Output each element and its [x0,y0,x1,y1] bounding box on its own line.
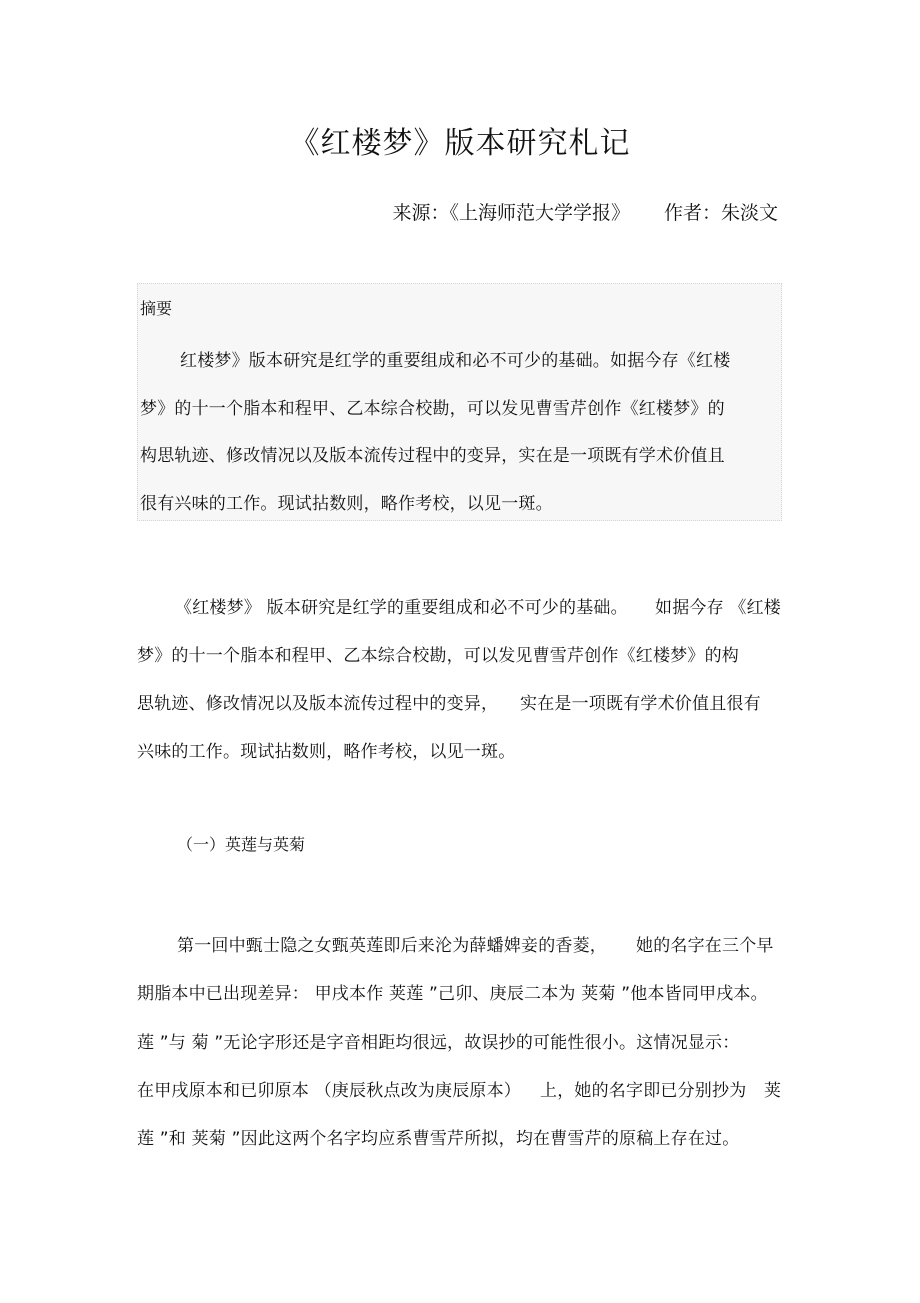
source-text: 来源：《上海师范大学学报》 [392,202,630,224]
body-line: 第一回中甄士隐之女甄英莲即后来沦为薛蟠婢妾的香菱， [177,936,607,956]
body-line: 莲 ”与 菊 ”无论字形还是字音相距均很远，故误抄的可能性很小。这情况显示： [137,1033,740,1053]
intro-line: 梦》的十一个脂本和程甲、乙本综合校勘，可以发见曹雪芹创作《红楼梦》的构 [137,646,739,666]
intro-line: 思轨迹、修改情况以及版本流传过程中的变异， [137,694,499,714]
intro-line: 如据今存 《红楼 [655,598,782,618]
source-author-line [392,198,778,225]
section-heading: （一）英莲与英菊 [177,835,306,854]
body-line: 莲 ”和 荚菊 ”因此这两个名字均应系曹雪芹所拟，均在曹雪芹的原稿上存在过。 [137,1129,740,1149]
page-title: 《红楼梦》版本研究札记 [289,126,631,161]
author-text: 作者：朱淡文 [663,202,778,224]
body-line: 在甲戌原本和已卯原本 （庚辰秋点改为庚辰原本） [137,1081,522,1101]
body-line: 上，她的名字即已分别抄为 [540,1081,747,1101]
abstract-line: 红楼梦》版本研究是红学的重要组成和必不可少的基础。如据今存《红楼 [180,351,731,371]
abstract-line: 构思轨迹、修改情况以及版本流传过程中的变异，实在是一项既有学术价值且 [140,446,725,466]
abstract-line: 梦》的十一个脂本和程甲、乙本综合校勘，可以发见曹雪芹创作《红楼梦》的 [140,399,725,419]
body-line: 荚 [764,1081,782,1101]
abstract-label: 摘要 [140,299,173,318]
body-line: 她的名字在三个早 [636,936,774,956]
intro-line: 实在是一项既有学术价值且很有 [520,694,761,714]
abstract-box [137,283,782,521]
abstract-line: 很有兴味的工作。现试拈数则，略作考校，以见一斑。 [140,494,553,514]
intro-line: 兴味的工作。现试拈数则，略作考校，以见一斑。 [137,742,516,762]
body-line: 期脂本中已出现差异： 甲戌本作 荚莲 ”己卯、庚辰二本为 荚菊 ”他本皆同甲戌本。 [137,984,768,1004]
intro-line: 《红楼梦》 版本研究是红学的重要组成和必不可少的基础。 [175,598,628,618]
